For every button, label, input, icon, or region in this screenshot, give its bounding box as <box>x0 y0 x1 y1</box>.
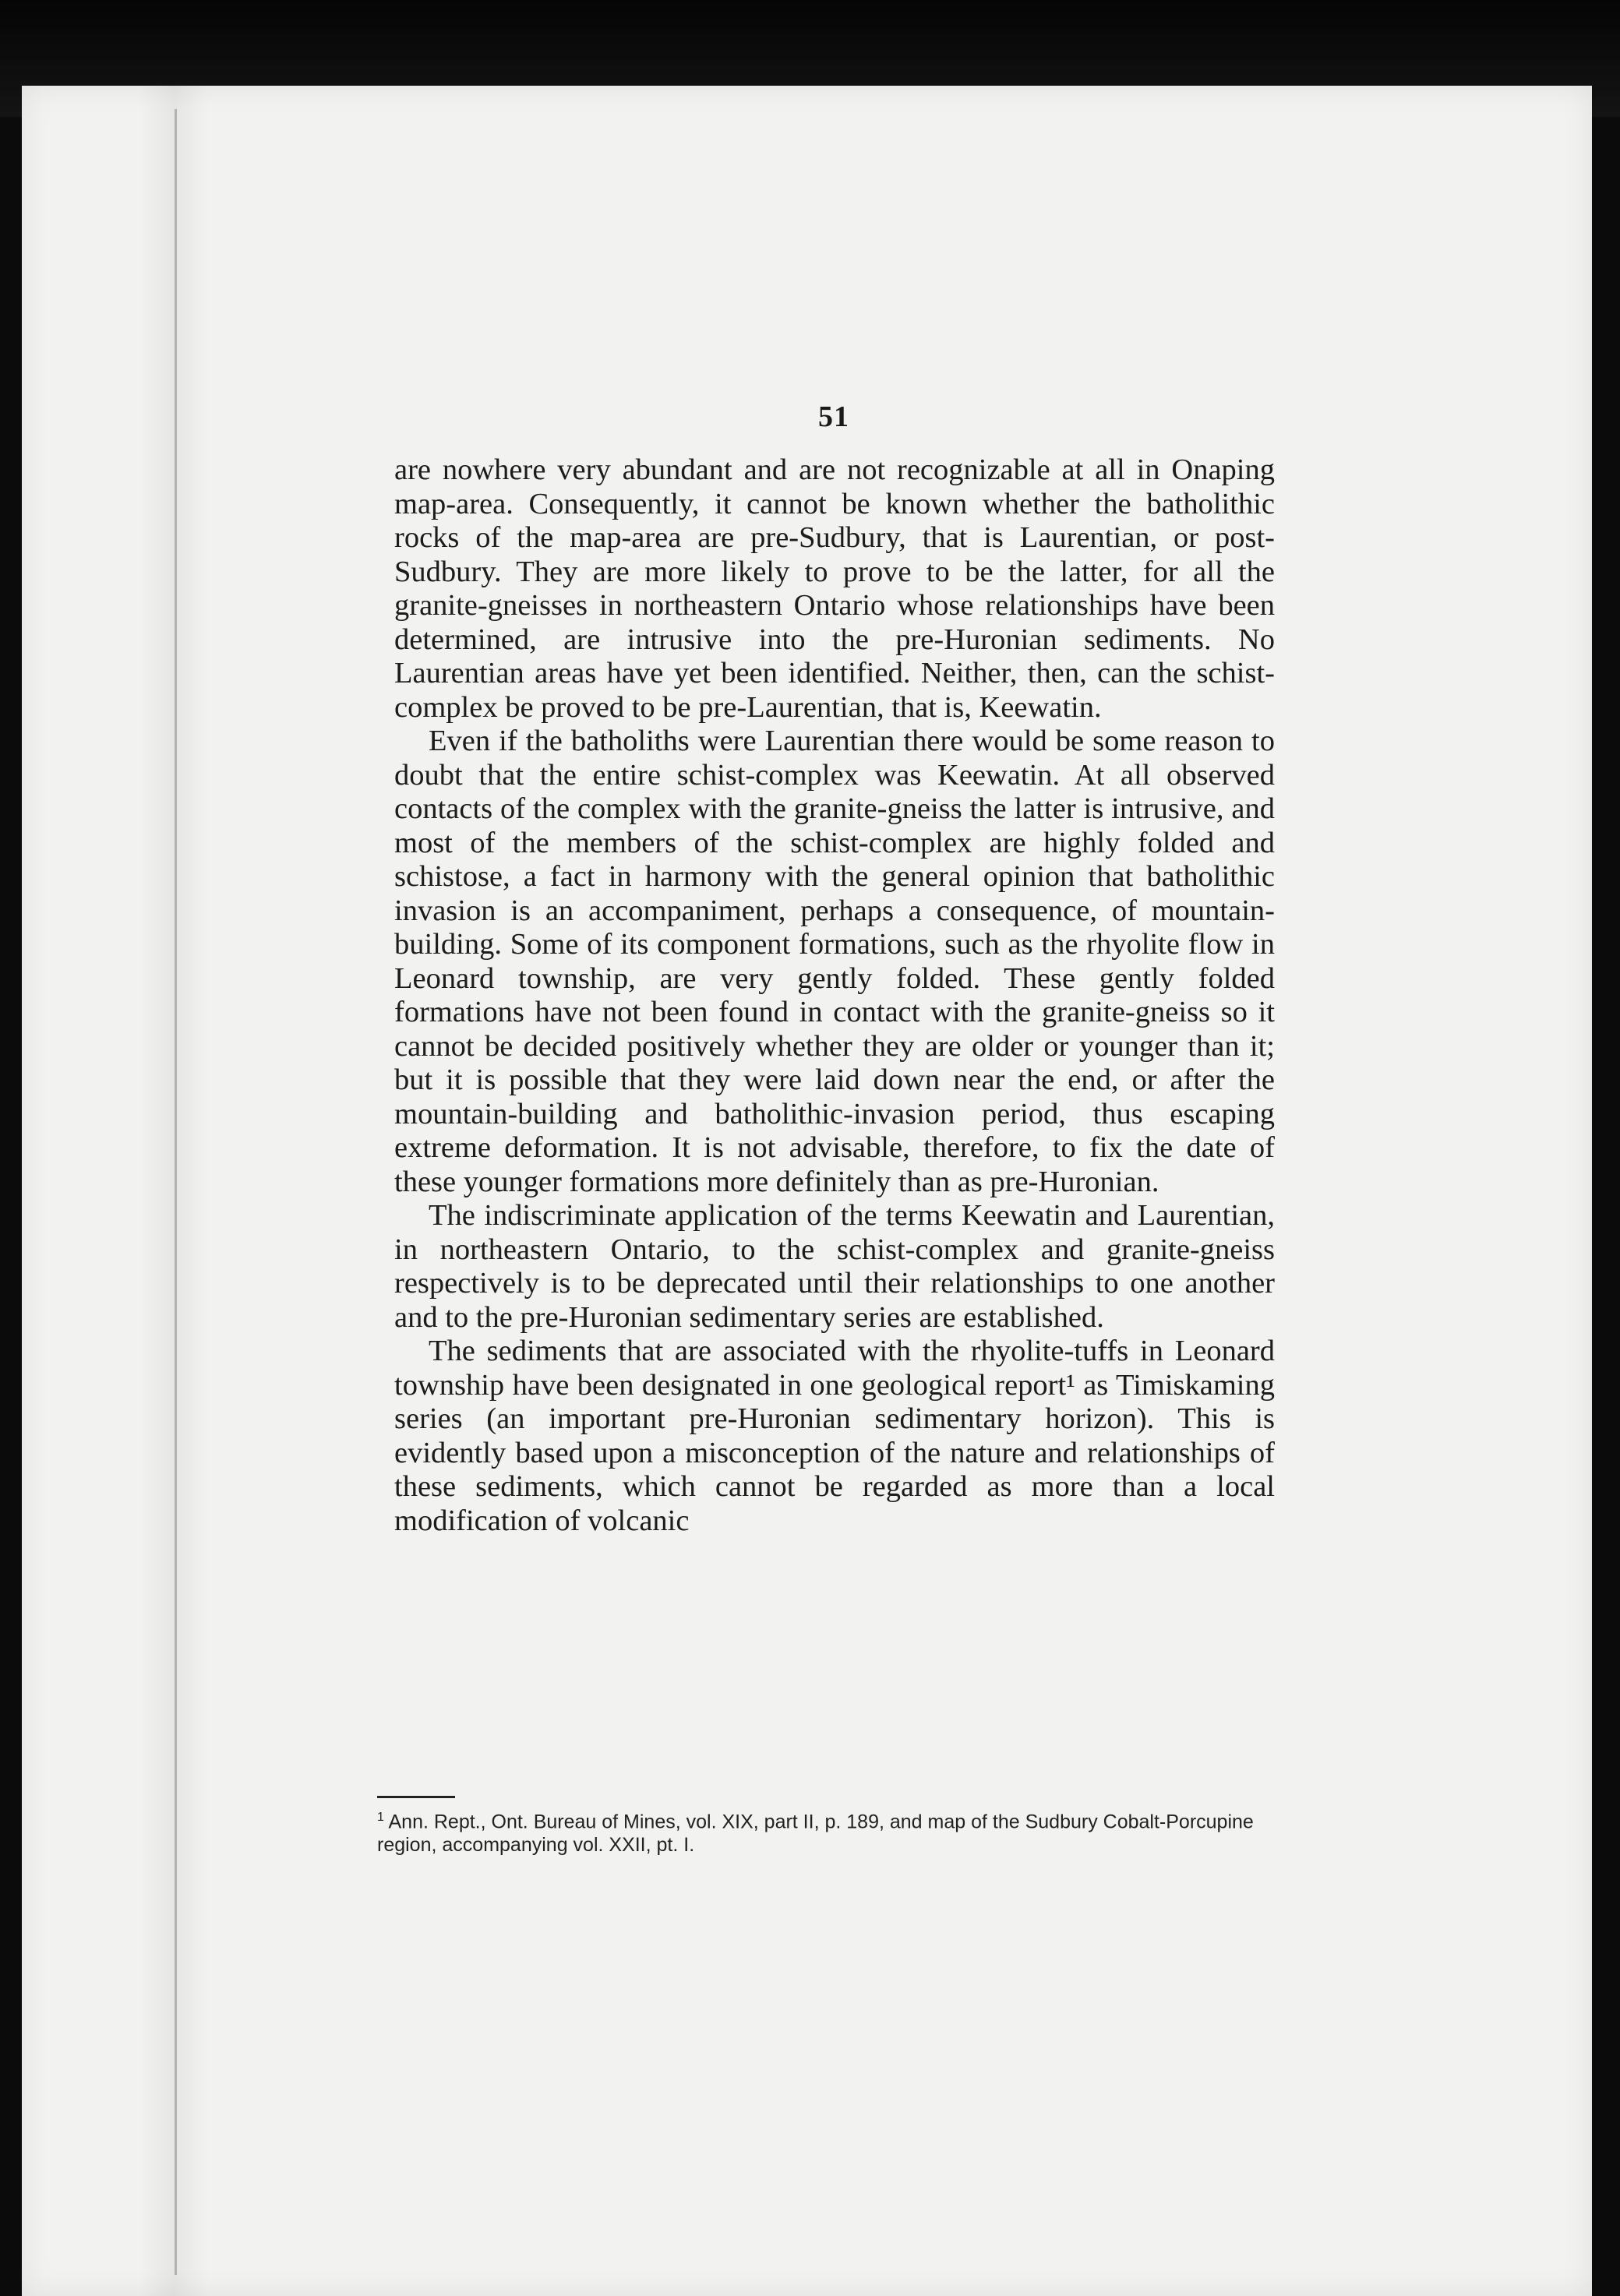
footnote-marker: 1 <box>377 1811 384 1824</box>
paragraph-2: Even if the batholiths were Laurentian there would be some reason to doubt that the entire schist-complex was Keewatin. At all observed contacts of the complex with the granite-gneiss the latter is intrusive, and most of the members of the schist-complex are highly folded and schistose, a fact in harmony with the general opinion that batholithic invasion is an accompaniment, perhaps a consequence, of mountain-building. Some of its component formations, such as the rhyolite flow in Leonard township, are very gently folded. These gently folded formations have not been found in contact with the granite-gneiss so it cannot be decided positively whether they are older or younger than it; but it is possible that they were laid down near the end, or after the mountain-building and batholithic-invasion period, thus escaping extreme deformation. It is not advisable, therefore, to fix the date of these younger formations more definitely than as pre-Huronian. <box>394 725 1275 1198</box>
page-number: 51 <box>818 400 849 433</box>
paragraph-3: The indiscriminate application of the terms Keewatin and Laurentian, in northeastern Ontario, to the schist-complex and granite-gneiss respectively is to be deprecated until their relationships to one another and to the pre-Huronian sedimentary series are established. <box>394 1199 1275 1334</box>
paragraph-1: are nowhere very abundant and are not recognizable at all in Onaping map-area. Consequently, it cannot be known whether the batholithic rocks of the map-area are pre-Sudbury, that is Laurentian, or post-Sudbury. They are more likely to prove to be the latter, for all the granite-gneisses in northeastern Ontario whose relationships have been determined, are intrusive into the pre-Huronian sediments. No Laurentian areas have yet been identified. Neither, then, can the schist-complex be proved to be pre-Laurentian, that is, Keewatin. <box>394 453 1275 724</box>
page-gutter-shadow <box>139 86 209 2296</box>
paragraph-4: The sediments that are associated with the rhyolite-tuffs in Leonard township have been designated in one geological report¹ as Timiskaming series (an important pre-Huronian sedimentary horizon). This is evidently based upon a misconception of the nature and relationships of these sediments, which cannot be regarded as more than a local modification of volcanic <box>394 1335 1275 1537</box>
binding-line <box>175 109 177 2275</box>
footnote-text: Ann. Rept., Ont. Bureau of Mines, vol. XIX, part II, p. 189, and map of the Sudbury Cobalt-Porcupine region, accompanying vol. XXII, pt. I. <box>377 1811 1254 1857</box>
body-text <box>394 453 1275 1538</box>
footnote <box>377 1806 1265 1857</box>
footnote-rule <box>377 1796 455 1798</box>
